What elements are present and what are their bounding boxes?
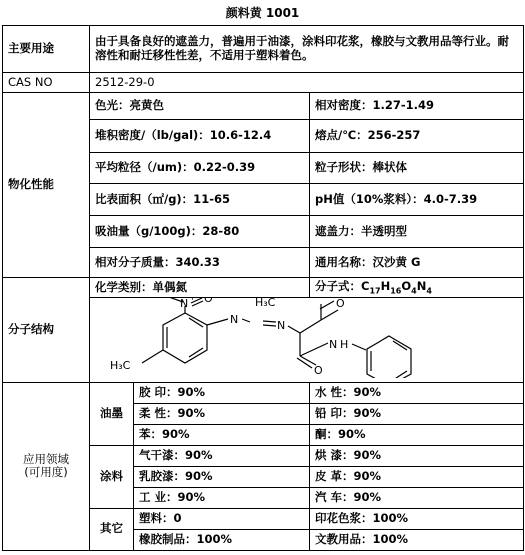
- application-left-cell: 工 业：90%: [134, 487, 310, 508]
- application-right-cell: 烘 漆：90%: [310, 445, 524, 466]
- physical-left-cell: 平均粒径（/um)：0.22-0.39: [90, 153, 310, 184]
- application-right-cell: 汽 车：90%: [310, 487, 524, 508]
- application-left-cell: 塑料：0: [134, 508, 310, 529]
- formula-prefix: 分子式：: [315, 278, 361, 293]
- formula-element: C: [361, 278, 370, 293]
- application-right-cell: 铅 印：90%: [310, 403, 524, 424]
- molecule-label: 分子结构: [3, 278, 90, 383]
- azo-nitrogen-label: N: [230, 313, 239, 326]
- physical-right-cell: 通用名称：汉沙黄 G: [310, 248, 524, 278]
- structure-cell: [90, 298, 524, 383]
- application-right-cell: 酮：90%: [310, 424, 524, 445]
- formula-element: N: [416, 278, 427, 293]
- amide-nitrogen-label: N: [329, 338, 338, 351]
- physical-right-cell: pH值（10%浆料）：4.0-7.39: [310, 184, 524, 216]
- application-right-cell: 水 性：90%: [310, 382, 524, 403]
- positive-charge-label: [189, 298, 196, 302]
- formula-count: 17: [369, 285, 381, 295]
- chem-class: 化学类别：单偶氮: [90, 278, 310, 298]
- cas-row: [3, 73, 524, 93]
- application-left-cell: 橡胶制品：100%: [134, 529, 310, 550]
- physical-right-cell: 粒子形状：棒状体: [310, 153, 524, 184]
- formula-count: 4: [411, 285, 417, 295]
- formula-element: H: [380, 278, 391, 293]
- cas-value: 2512-29-0: [90, 73, 524, 93]
- molecular-formula: [310, 278, 524, 298]
- ketone-oxygen-label: O: [336, 298, 345, 310]
- application-group-name: 涂料: [90, 445, 134, 508]
- physical-left-cell: 吸油量（g/100g)：28-80: [90, 216, 310, 248]
- formula-element: O: [401, 278, 412, 293]
- application-right-cell: 皮 革：90%: [310, 466, 524, 487]
- application-right-cell: 文教用品：100%: [310, 529, 524, 550]
- physical-label: 物化性能: [3, 93, 90, 278]
- formula-count: 16: [390, 285, 402, 295]
- molecular-structure-diagram: [90, 298, 522, 378]
- application-group-name: 其它: [90, 508, 134, 550]
- cas-label: CAS NO: [3, 73, 90, 93]
- methyl-left-label: H₃C: [110, 359, 131, 372]
- usage-text: 由于具备良好的遮盖力，普遍用于油漆，涂料印花浆，橡胶与文教用品等行业。耐溶性和耐迁移性性差，不适用于塑料着色。: [90, 26, 524, 73]
- physical-right-cell: 熔点/℃：256-257: [310, 120, 524, 153]
- pigment-spec-table: [2, 25, 524, 551]
- usage-row: [3, 26, 524, 73]
- physical-left-cell: 堆积密度/（lb/gal)：10.6-12.4: [90, 120, 310, 153]
- physical-right-cell: 相对密度：1.27-1.49: [310, 93, 524, 120]
- formula-count: 4: [426, 285, 432, 295]
- physical-right-cell: 遮盖力：半透明型: [310, 216, 524, 248]
- physical-left-cell: 比表面积（㎡/g)：11-65: [90, 184, 310, 216]
- application-row: [3, 382, 524, 403]
- application-left-cell: 柔 性：90%: [134, 403, 310, 424]
- methyl-top-label: H₃C: [255, 298, 276, 309]
- application-left-cell: 乳胶漆：90%: [134, 466, 310, 487]
- molecule-info-row: [3, 278, 524, 298]
- physical-left-cell: 色光：亮黄色: [90, 93, 310, 120]
- physical-left-cell: 相对分子质量：340.33: [90, 248, 310, 278]
- usage-label: 主要用途: [3, 26, 90, 73]
- application-label-line: 应用领域: [23, 451, 69, 466]
- application-label-line: (可用度): [24, 465, 68, 480]
- application-right-cell: 印花色浆：100%: [310, 508, 524, 529]
- application-left-cell: 气干漆：90%: [134, 445, 310, 466]
- nitro-nitrogen-label: N: [180, 298, 189, 310]
- document-title: 颜料黄 1001: [225, 6, 300, 20]
- application-left-cell: 胶 印：90%: [134, 382, 310, 403]
- amide-oxygen-label: O: [314, 364, 323, 377]
- amide-hydrogen-label: H: [340, 338, 349, 351]
- application-left-cell: 苯：90%: [134, 424, 310, 445]
- application-label: [3, 382, 90, 550]
- nitro-oxygen-label: O: [204, 298, 213, 305]
- azo-nitrogen-label: N: [277, 319, 286, 332]
- physical-row: [3, 93, 524, 120]
- application-group-name: 油墨: [90, 382, 134, 445]
